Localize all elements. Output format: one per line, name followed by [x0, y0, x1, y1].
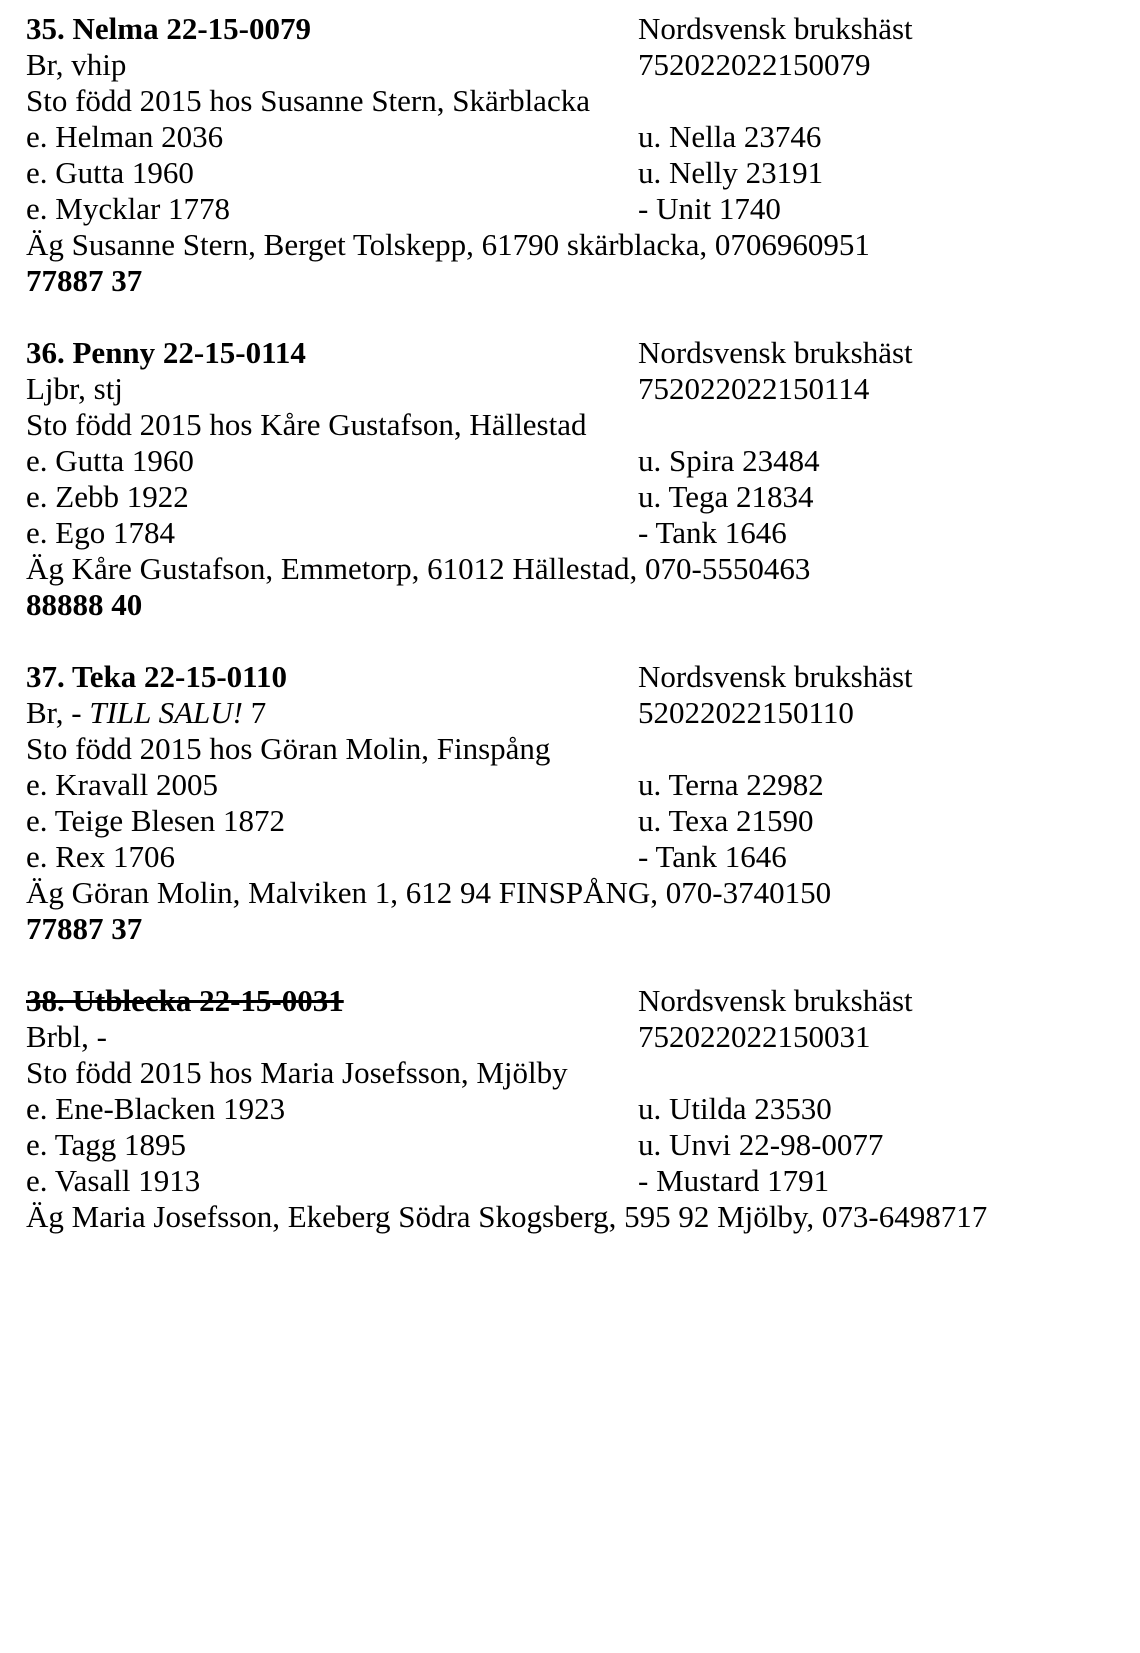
sire-line: e. Rex 1706 — [26, 839, 175, 874]
color-reg-row — [26, 695, 1130, 731]
pedigree-row — [26, 191, 1130, 227]
horse-entry — [26, 983, 1130, 1235]
dam-line: - Tank 1646 — [638, 515, 787, 550]
breed-name: Nordsvensk brukshäst — [638, 335, 913, 370]
horse-entry — [26, 659, 1130, 947]
dam-line: - Unit 1740 — [638, 191, 781, 226]
sire-line: e. Ego 1784 — [26, 515, 175, 550]
color-markings — [26, 1019, 638, 1055]
pedigree-row — [26, 119, 1130, 155]
pedigree-row — [26, 1163, 1130, 1199]
color-reg-row — [26, 371, 1130, 407]
sire-line: e. Tagg 1895 — [26, 1127, 186, 1162]
entry-title: 38. Utblecka 22-15-0031 — [26, 983, 344, 1018]
horse-entry — [26, 11, 1130, 299]
entry-header-row — [26, 335, 1130, 371]
dam-line: u. Spira 23484 — [638, 443, 820, 478]
registration-number: 52022022150110 — [638, 695, 854, 730]
pedigree-row — [26, 155, 1130, 191]
entry-header-row — [26, 659, 1130, 695]
sire-line: e. Vasall 1913 — [26, 1163, 201, 1198]
judging-score: 77887 37 — [26, 911, 143, 946]
sire-line: e. Gutta 1960 — [26, 443, 194, 478]
pedigree-row — [26, 839, 1130, 875]
entry-title: 35. Nelma 22-15-0079 — [26, 11, 311, 46]
entry-header-row — [26, 983, 1130, 1019]
dam-line: - Tank 1646 — [638, 839, 787, 874]
entry-title: 37. Teka 22-15-0110 — [26, 659, 287, 694]
dam-line: - Mustard 1791 — [638, 1163, 830, 1198]
sire-line: e. Ene-Blacken 1923 — [26, 1091, 286, 1126]
judging-score: 77887 37 — [26, 263, 143, 298]
entry-header-row — [26, 11, 1130, 47]
registration-number: 752022022150079 — [638, 47, 871, 82]
sire-line: e. Mycklar 1778 — [26, 191, 231, 226]
color-reg-row — [26, 1019, 1130, 1055]
color-text: Br, - — [26, 695, 90, 730]
breed-name: Nordsvensk brukshäst — [638, 11, 913, 46]
dam-line: u. Texa 21590 — [638, 803, 814, 838]
registration-number: 752022022150031 — [638, 1019, 871, 1054]
color-markings — [26, 371, 638, 407]
color-text: Ljbr, stj — [26, 371, 123, 406]
judging-score: 88888 40 — [26, 587, 143, 622]
owner-info: Äg Göran Molin, Malviken 1, 612 94 FINSPÅNG, 070-3740150 — [26, 875, 832, 910]
dam-line: u. Unvi 22-98-0077 — [638, 1127, 884, 1162]
dam-line: u. Nella 23746 — [638, 119, 822, 154]
dam-line: u. Utilda 23530 — [638, 1091, 832, 1126]
owner-info: Äg Maria Josefsson, Ekeberg Södra Skogsberg, 595 92 Mjölby, 073-6498717 — [26, 1199, 988, 1234]
birth-info: Sto född 2015 hos Kåre Gustafson, Hällestad — [26, 407, 587, 442]
pedigree-row — [26, 1091, 1130, 1127]
breed-name: Nordsvensk brukshäst — [638, 659, 913, 694]
sire-line: e. Kravall 2005 — [26, 767, 218, 802]
pedigree-row — [26, 479, 1130, 515]
pedigree-row — [26, 1127, 1130, 1163]
pedigree-row — [26, 767, 1130, 803]
pedigree-row — [26, 443, 1130, 479]
dam-line: u. Nelly 23191 — [638, 155, 824, 190]
dam-line: u. Terna 22982 — [638, 767, 824, 802]
registration-number: 752022022150114 — [638, 371, 870, 406]
color-reg-row — [26, 47, 1130, 83]
birth-info: Sto född 2015 hos Göran Molin, Finspång — [26, 731, 551, 766]
birth-info: Sto född 2015 hos Susanne Stern, Skärblacka — [26, 83, 590, 118]
color-markings — [26, 47, 638, 83]
owner-info: Äg Kåre Gustafson, Emmetorp, 61012 Hällestad, 070-5550463 — [26, 551, 811, 586]
color-markings — [26, 695, 638, 731]
sire-line: e. Zebb 1922 — [26, 479, 189, 514]
color-text: Brbl, - — [26, 1019, 107, 1054]
sire-line: e. Teige Blesen 1872 — [26, 803, 285, 838]
owner-info: Äg Susanne Stern, Berget Tolskepp, 61790 skärblacka, 0706960951 — [26, 227, 870, 262]
sire-line: e. Helman 2036 — [26, 119, 224, 154]
birth-info: Sto född 2015 hos Maria Josefsson, Mjölby — [26, 1055, 568, 1090]
breed-name: Nordsvensk brukshäst — [638, 983, 913, 1018]
pedigree-row — [26, 515, 1130, 551]
color-text: Br, vhip — [26, 47, 127, 82]
color-suffix-text: 7 — [242, 695, 267, 730]
sire-line: e. Gutta 1960 — [26, 155, 194, 190]
dam-line: u. Tega 21834 — [638, 479, 814, 514]
pedigree-row — [26, 803, 1130, 839]
entry-title: 36. Penny 22-15-0114 — [26, 335, 306, 370]
horse-entry — [26, 335, 1130, 623]
for-sale-note: TILL SALU! — [89, 695, 243, 730]
